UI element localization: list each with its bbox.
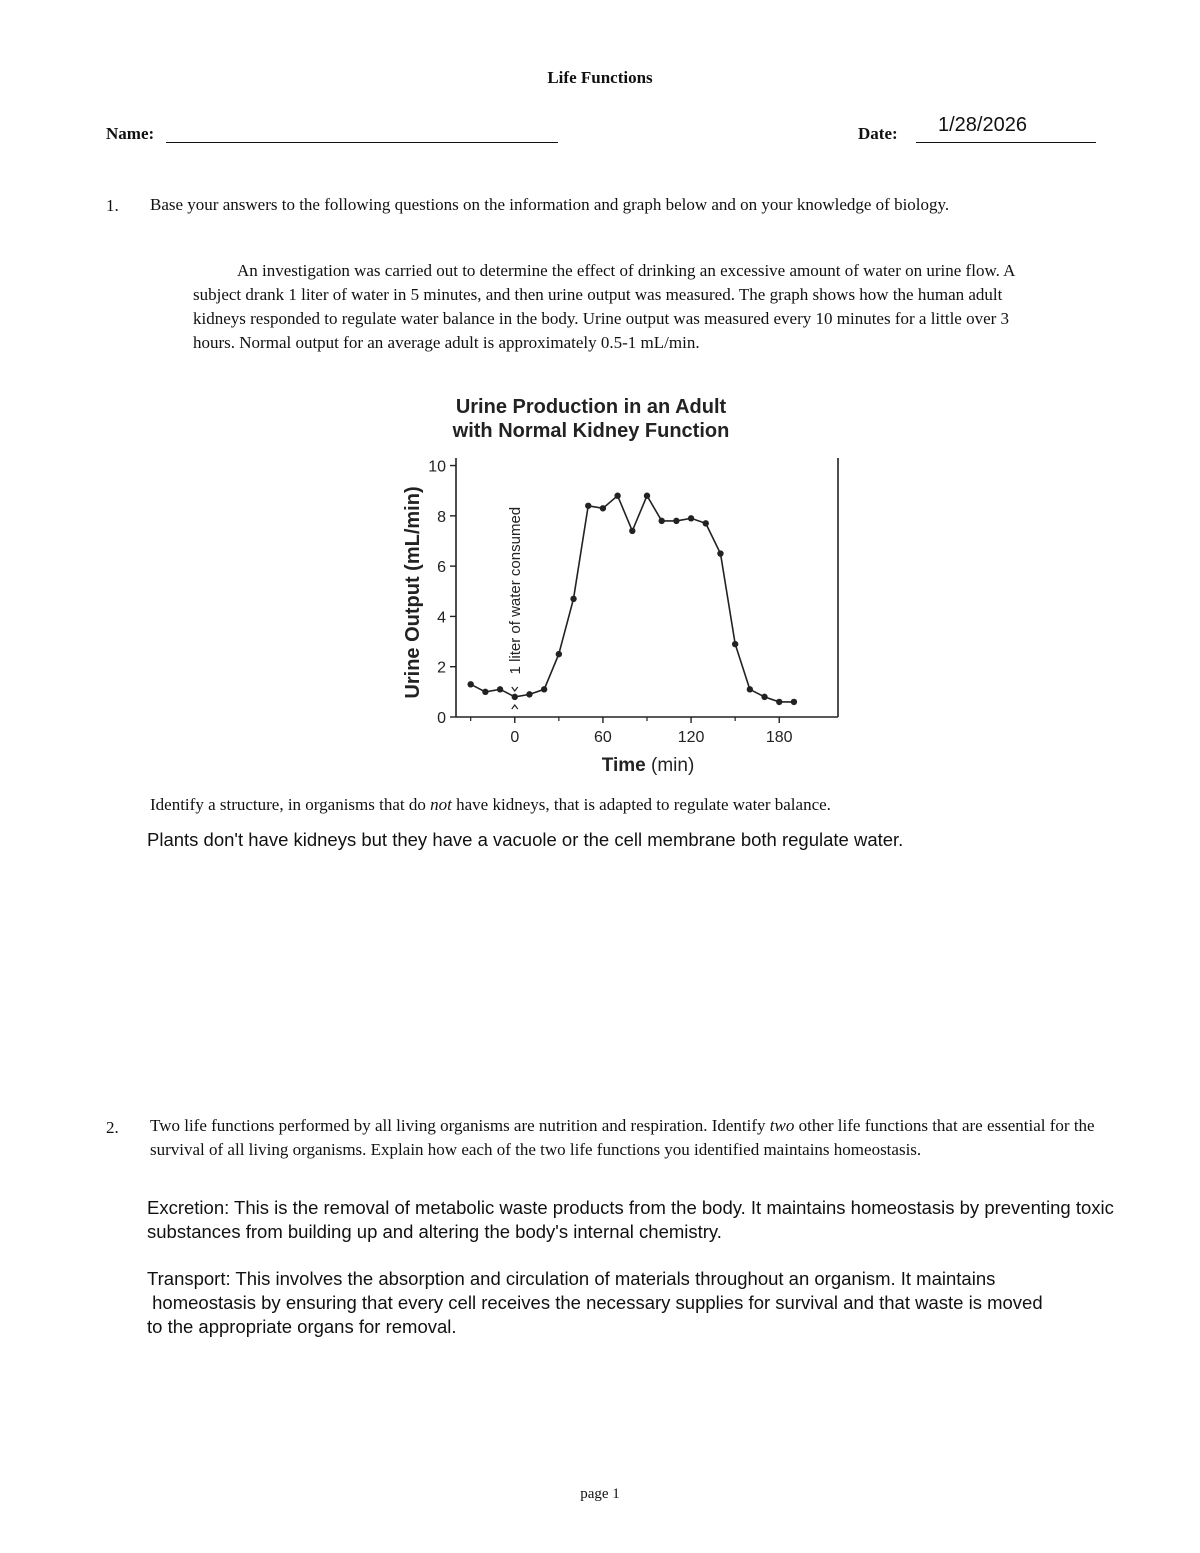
y-tick-label: 2 — [437, 659, 446, 677]
question-2-answer-transport[interactable] — [147, 1267, 1187, 1339]
data-point — [644, 493, 650, 499]
question-2-text-b: other life functions that are essential for the survival of all living organisms. Explain how each of the two life functions you identified maintains homeostasis. — [150, 1116, 1095, 1159]
data-point — [526, 691, 532, 697]
data-point — [761, 694, 767, 700]
y-tick-label: 4 — [437, 609, 446, 627]
question-1-question — [150, 793, 1070, 817]
question-1-number: 1. — [106, 196, 119, 215]
data-point — [688, 515, 694, 521]
y-tick-label: 10 — [428, 458, 446, 476]
date-label: Date: — [858, 124, 898, 143]
data-point — [585, 503, 591, 509]
chart-title-line-2: with Normal Kidney Function — [452, 420, 730, 442]
data-point — [614, 493, 620, 499]
question-1-prompt: Base your answers to the following questions on the information and graph below and on your knowledge of biology. — [150, 195, 950, 214]
data-point — [673, 518, 679, 524]
data-point — [747, 686, 753, 692]
worksheet-title: Life Functions — [547, 68, 653, 87]
data-point — [703, 520, 709, 526]
data-point — [482, 689, 488, 695]
question-1-answer[interactable]: Plants don't have kidneys but they have a vacuole or the cell membrane both regulate water. — [147, 829, 904, 850]
chart-title-line-1: Urine Production in an Adult — [455, 396, 727, 418]
question-1-passage: An investigation was carried out to determine the effect of drinking an excessive amount of water on urine flow. A subject drank 1 liter of water in 5 minutes, and then urine output was measured. The graph shows how the human adult kidneys responded to regulate water balance in the body. Urine output was measured every 10 minutes for a little over 3 hours. Normal output for an average adult is approximately 0.5-1 mL/min. — [193, 261, 1015, 352]
question-2-number: 2. — [106, 1118, 119, 1137]
y-tick-label: 0 — [437, 710, 446, 727]
date-value[interactable]: 1/28/2026 — [938, 114, 1027, 136]
question-1-text-a: Identify a structure, in organisms that do — [150, 795, 431, 814]
page-number: page 1 — [580, 1486, 620, 1502]
question-1-emphasis: not — [430, 795, 452, 814]
data-point — [658, 518, 664, 524]
question-2-text-a: Two life functions performed by all living organisms are nutrition and respiration. Identify — [150, 1116, 770, 1135]
data-point — [467, 681, 473, 687]
name-field[interactable] — [166, 142, 558, 143]
data-point — [732, 641, 738, 647]
y-tick-label: 8 — [437, 508, 446, 526]
water-consumed-annotation: 1 liter of water consumed — [506, 506, 524, 675]
y-tick-label: 6 — [437, 559, 446, 577]
data-point — [541, 686, 547, 692]
x-tick-label: 180 — [765, 729, 793, 746]
down-arrow-marker — [512, 687, 518, 691]
transport-answer-line-1: Transport: This involves the absorption and circulation of materials throughout an organism. It maintains — [147, 1268, 996, 1289]
chart-x-axis-label-main: Time — [601, 755, 646, 776]
x-tick-label: 0 — [510, 729, 520, 746]
transport-answer-line-3: to the appropriate organs for removal. — [147, 1316, 457, 1337]
data-point — [556, 651, 562, 657]
data-point — [791, 699, 797, 705]
x-tick-label: 60 — [594, 729, 612, 746]
data-point — [600, 505, 606, 511]
transport-answer-line-2: homeostasis by ensuring that every cell receives the necessary supplies for survival and that waste is moved — [147, 1292, 1043, 1313]
question-2-answer-excretion[interactable]: Excretion: This is the removal of metabolic waste products from the body. It maintains homeostasis by preventing toxic substances from building up and altering the body's internal chemistry. — [147, 1197, 1114, 1242]
chart-x-axis-label — [602, 755, 695, 776]
data-point — [629, 528, 635, 534]
data-point — [717, 550, 723, 556]
chart-x-axis-label-unit: (min) — [645, 755, 695, 776]
data-point — [512, 694, 518, 700]
x-tick-label: 120 — [677, 729, 705, 746]
date-field[interactable] — [916, 142, 1096, 143]
data-point — [776, 699, 782, 705]
chart-y-axis-label: Urine Output (mL/min) — [402, 486, 424, 699]
up-arrow-marker — [512, 705, 518, 709]
question-1-text-b: have kidneys, that is adapted to regulate water balance. — [451, 795, 831, 814]
urine-output-chart — [380, 388, 860, 783]
question-2-emphasis: two — [769, 1116, 795, 1135]
data-point — [570, 596, 576, 602]
data-point — [497, 686, 503, 692]
name-label: Name: — [106, 124, 155, 143]
question-2-question — [150, 1114, 1098, 1162]
